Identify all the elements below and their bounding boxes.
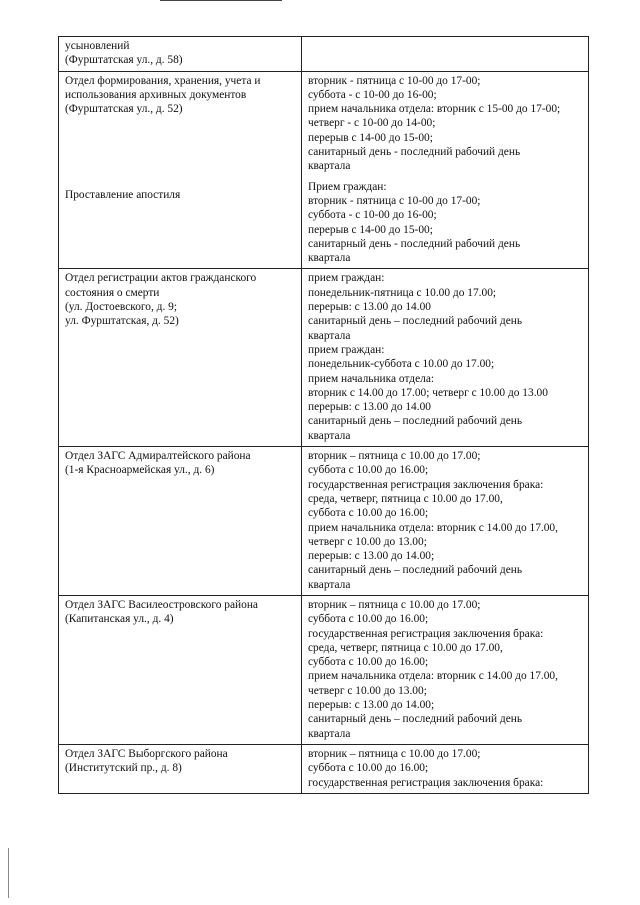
text-line: Отдел формирования, хранения, учета и bbox=[65, 74, 261, 87]
text-line: среда, четверг, пятница с 10.00 до 17.00, bbox=[308, 492, 503, 505]
schedule-table-body bbox=[59, 37, 589, 794]
text-line: вторник – пятница с 10.00 до 17.00; bbox=[308, 747, 481, 760]
text-line: санитарный день – последний рабочий день bbox=[308, 713, 523, 726]
text-line: квартала bbox=[308, 578, 351, 591]
office-cell bbox=[59, 269, 302, 447]
text-line: Отдел ЗАГС Адмиралтейского района bbox=[65, 450, 251, 463]
text-line: санитарный день - последний рабочий день bbox=[308, 146, 521, 159]
text-line: перерыв: с 13.00 до 14.00 bbox=[308, 301, 431, 314]
text-line: санитарный день - последний рабочий день bbox=[308, 237, 521, 250]
text-line: прием граждан: bbox=[308, 343, 385, 356]
text-line: перерыв с 14-00 до 15-00; bbox=[308, 131, 433, 144]
text-line: государственная регистрация заключения брака: bbox=[308, 478, 544, 491]
text-line: (Институтский пр., д. 8) bbox=[65, 762, 182, 775]
text-line: понедельник-суббота с 10.00 до 17.00; bbox=[308, 358, 495, 371]
top-rule bbox=[160, 0, 282, 1]
text-line: Отдел ЗАГС Василеостровского района bbox=[65, 598, 258, 611]
text-line: суббота - с 10-00 до 16-00; bbox=[308, 209, 437, 222]
text-line: вторник - пятница с 10-00 до 17-00; bbox=[308, 74, 481, 87]
text-line: суббота - с 10-00 до 16-00; bbox=[308, 88, 437, 101]
office-cell bbox=[59, 744, 302, 793]
text-line: государственная регистрация заключения брака: bbox=[308, 627, 544, 640]
schedule-cell bbox=[302, 744, 589, 793]
text-line: суббота с 10.00 до 16.00; bbox=[308, 464, 429, 477]
table-row bbox=[59, 447, 589, 596]
text-line: квартала bbox=[308, 727, 351, 740]
text-line: суббота с 10.00 до 16.00; bbox=[308, 762, 429, 775]
schedule-cell bbox=[302, 37, 589, 72]
text-line: (Фурштатская ул., д. 52) bbox=[65, 103, 183, 116]
text-line: вторник с 14.00 до 17.00; четверг с 10.00 до 13.00 bbox=[308, 386, 548, 399]
text-line: (1-я Красноармейская ул., д. 6) bbox=[65, 464, 215, 477]
text-line: среда, четверг, пятница с 10.00 до 17.00, bbox=[308, 641, 503, 654]
text-line: использования архивных документов bbox=[65, 88, 247, 101]
table-row bbox=[59, 37, 589, 72]
text-line: квартала bbox=[308, 160, 351, 173]
table-row bbox=[59, 269, 589, 447]
text-line: (ул. Достоевского, д. 9; bbox=[65, 301, 178, 314]
text-line: Проставление апостиля bbox=[65, 189, 181, 202]
schedule-cell bbox=[302, 71, 589, 269]
text-line: перерыв: с 13.00 до 14.00; bbox=[308, 550, 435, 563]
text-line: государственная регистрация заключения брака: bbox=[308, 776, 544, 789]
text-line: четверг с 10.00 до 13.00; bbox=[308, 535, 427, 548]
text-line: перерыв: с 13.00 до 14.00 bbox=[308, 401, 431, 414]
scan-edge-mark bbox=[8, 848, 9, 898]
text-line: квартала bbox=[308, 329, 351, 342]
text-line: усыновлений bbox=[65, 40, 130, 52]
text-line: квартала bbox=[308, 429, 351, 442]
office-cell bbox=[59, 447, 302, 596]
text-line: санитарный день – последний рабочий день bbox=[308, 315, 523, 328]
text-line: санитарный день – последний рабочий день bbox=[308, 564, 523, 577]
text-line: перерыв с 14-00 до 15-00; bbox=[308, 223, 433, 236]
block-spacer bbox=[65, 116, 297, 188]
table-row bbox=[59, 595, 589, 744]
text-line: прием начальника отдела: bbox=[308, 372, 435, 385]
schedule-cell bbox=[302, 447, 589, 596]
schedule-table bbox=[58, 36, 589, 794]
table-row bbox=[59, 71, 589, 269]
text-line: Отдел ЗАГС Выборгского района bbox=[65, 747, 228, 760]
text-line: прием граждан: bbox=[308, 272, 385, 285]
text-line: квартала bbox=[308, 252, 351, 265]
text-line: санитарный день – последний рабочий день bbox=[308, 415, 523, 428]
text-line: суббота с 10.00 до 16.00; bbox=[308, 656, 429, 669]
schedule-cell bbox=[302, 269, 589, 447]
office-cell bbox=[59, 37, 302, 72]
text-line: вторник – пятница с 10.00 до 17.00; bbox=[308, 450, 481, 463]
text-line: перерыв: с 13.00 до 14.00; bbox=[308, 699, 435, 712]
text-line: суббота с 10.00 до 16.00; bbox=[308, 507, 429, 520]
text-line: Прием граждан: bbox=[308, 180, 387, 193]
text-line: понедельник-пятница с 10.00 до 17.00; bbox=[308, 286, 497, 299]
text-line: прием начальника отдела: вторник с 15-00 до 17-00; bbox=[308, 103, 561, 116]
office-cell bbox=[59, 595, 302, 744]
text-line: четверг с 10.00 до 13.00; bbox=[308, 684, 427, 697]
text-line: Отдел регистрации актов гражданского bbox=[65, 272, 257, 285]
office-cell bbox=[59, 71, 302, 269]
text-line: суббота с 10.00 до 16.00; bbox=[308, 613, 429, 626]
text-line: вторник - пятница с 10-00 до 17-00; bbox=[308, 194, 481, 207]
text-line: четверг - с 10-00 до 14-00; bbox=[308, 117, 436, 130]
table-row bbox=[59, 744, 589, 793]
text-line: прием начальника отдела: вторник с 14.00 до 17.00, bbox=[308, 670, 558, 683]
text-line: состояния о смерти bbox=[65, 286, 160, 299]
text-line: ул. Фурштатская, д. 52) bbox=[65, 315, 179, 328]
schedule-cell bbox=[302, 595, 589, 744]
text-line: (Капитанская ул., д. 4) bbox=[65, 613, 174, 626]
text-line: вторник – пятница с 10.00 до 17.00; bbox=[308, 598, 481, 611]
text-line: (Фурштатская ул., д. 58) bbox=[65, 54, 183, 67]
text-line: прием начальника отдела: вторник с 14.00 до 17.00, bbox=[308, 521, 558, 534]
